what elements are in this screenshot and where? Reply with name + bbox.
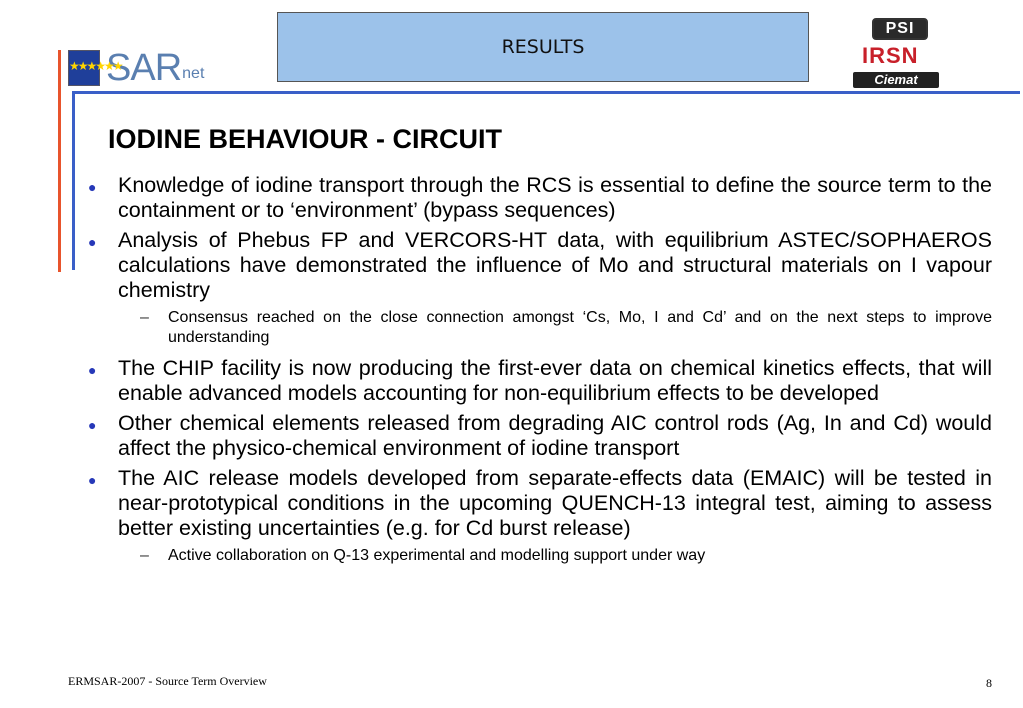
sub-bullet-text: Active collaboration on Q-13 experimental and modelling support under way [168,547,706,564]
bullet-dot-icon: ● [88,179,97,195]
sub-bullet-text: Consensus reached on the close connection amongst ‘Cs, Mo, I and Cd’ and on the next steps to improve understanding [168,309,992,346]
bullet-dot-icon: ● [88,362,97,378]
bullet-dot-icon: ● [88,472,97,488]
page-number: 8 [986,676,992,690]
sarnet-logo-main: SAR [106,47,182,89]
dash-icon: – [140,309,149,326]
results-header-box [277,12,809,82]
sub-bullet-item [140,546,992,566]
irsn-logo: IRSN [862,43,919,68]
bullet-dot-icon: ● [88,417,97,433]
bullet-text: Knowledge of iodine transport through the RCS is essential to define the source term to the containment or to ‘environment’ (bypass sequences) [118,173,992,222]
bullet-dot-icon: ● [88,234,97,250]
sarnet-logo-sub: net [182,65,205,82]
footer-text: ERMSAR-2007 - Source Term Overview [68,674,267,688]
psi-logo: PSI [872,18,928,40]
bullet-text: Analysis of Phebus FP and VERCORS-HT data, with equilibrium ASTEC/SOPHAEROS calculations have demonstrated the influence of Mo and structural materials on I vapour chemistry [118,228,992,302]
sub-bullet-item [140,308,992,348]
slide-title: IODINE BEHAVIOUR - CIRCUIT [108,124,503,154]
slide-content [88,173,992,574]
bullet-text: The CHIP facility is now producing the first-ever data on chemical kinetics effects, that will enable advanced models accounting for non-equilibrium effects to be developed [118,356,992,405]
bullet-item [88,228,992,303]
sarnet-logo [68,48,248,88]
bullet-item [88,411,992,461]
left-red-accent-line [58,50,61,272]
header-divider-line [72,91,1020,94]
bullet-text: The AIC release models developed from separate-effects data (EMAIC) will be tested in near-prototypical conditions in the upcoming QUENCH-13 integral test, aiming to assess better existing uncertainties (e.g. for Cd burst release) [118,466,992,540]
bullet-item [88,173,992,223]
bullet-text: Other chemical elements released from degrading AIC control rods (Ag, In and Cd) would affect the physico-chemical environment of iodine transport [118,411,992,460]
bullet-item [88,356,992,406]
ciemat-logo: Ciemat [853,72,939,88]
results-header-title: RESULTS [501,36,585,58]
left-blue-accent-line [72,92,75,270]
bullet-item [88,466,992,541]
eu-flag-icon: ★★★★★★ [68,50,100,86]
dash-icon: – [140,547,149,564]
